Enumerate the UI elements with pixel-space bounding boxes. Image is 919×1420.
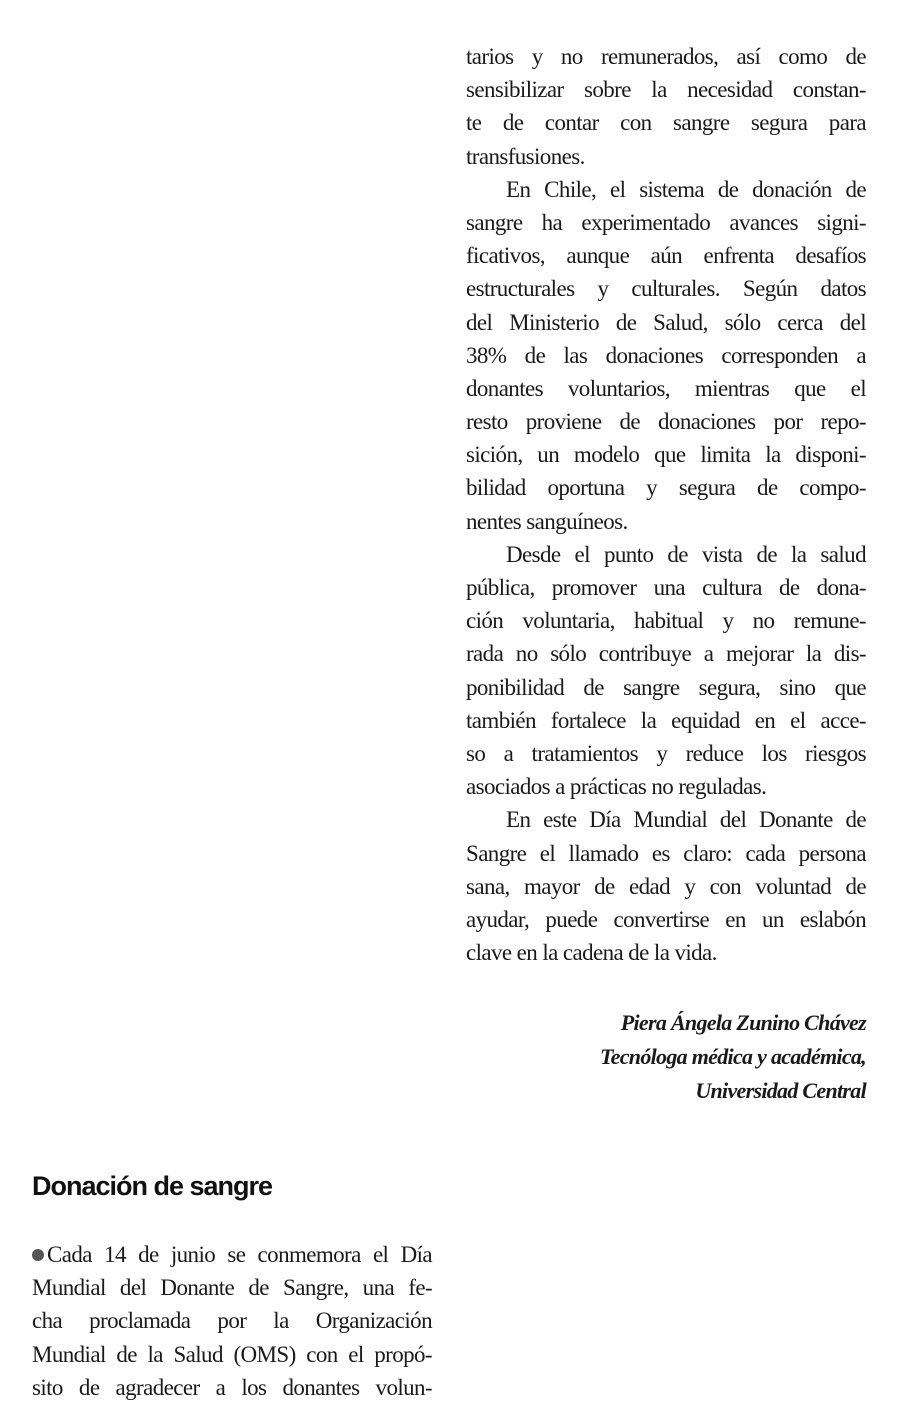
article-line: En este Día Mundial del Donante de	[506, 807, 866, 833]
article-line: ayudar, puede convertirse en un eslabón	[466, 906, 866, 932]
article-line: tarios y no remunerados, así como de	[466, 44, 866, 69]
article-line: transfusiones.	[466, 143, 585, 169]
sidebar-line: Mundial del Donante de Sangre, una fe-	[32, 1275, 432, 1301]
sidebar-line-text: Cada 14 de junio se conmemora el Día	[47, 1242, 432, 1267]
article-line: asociados a prácticas no reguladas.	[466, 774, 767, 800]
sidebar-line: cha proclamada por la Organización	[32, 1308, 432, 1334]
author-signature	[600, 1006, 866, 1108]
article-line: ficativos, aunque aún enfrenta desafíos	[466, 243, 866, 269]
sidebar-title: Donación de sangre	[32, 1171, 273, 1201]
article-line: clave en la cadena de la vida.	[466, 940, 717, 966]
article-line: En Chile, el sistema de donación de	[506, 176, 866, 202]
article-line: del Ministerio de Salud, sólo cerca del	[466, 309, 866, 335]
article-line: resto proviene de donaciones por repo-	[466, 409, 866, 435]
article-line: estructurales y culturales. Según datos	[466, 276, 866, 302]
article-line: pública, promover una cultura de dona-	[466, 575, 866, 600]
article-line: donantes voluntarios, mientras que el	[466, 375, 866, 401]
article-line: bilidad oportuna y segura de compo-	[466, 475, 866, 501]
article-line: sición, un modelo que limita la disponi-	[466, 442, 866, 468]
sidebar-line: sito de agradecer a los donantes volun-	[32, 1374, 432, 1400]
sidebar-box	[32, 1168, 432, 1404]
article-line: sensibilizar sobre la necesidad constan-	[466, 77, 866, 103]
author-role: Tecnóloga médica y académica,	[599, 1044, 866, 1069]
article-line: también fortalece la equidad en el acce-	[466, 707, 866, 733]
article-body	[466, 40, 866, 969]
sidebar-body	[32, 1238, 432, 1404]
article-line: nentes sanguíneos.	[466, 508, 628, 534]
article-line: Sangre el llamado es claro: cada persona	[466, 840, 866, 866]
article-line: so a tratamientos y reduce los riesgos	[466, 740, 866, 766]
author-institution: Universidad Central	[695, 1078, 866, 1103]
author-name: Piera Ángela Zunino Chávez	[620, 1010, 866, 1035]
article-line: sangre ha experimentado avances signi-	[466, 209, 866, 235]
article-line: rada no sólo contribuye a mejorar la dis-	[466, 641, 866, 667]
article-line: 38% de las donaciones corresponden a	[466, 342, 866, 368]
article-line: Desde el punto de vista de la salud	[506, 541, 866, 567]
sidebar-line: Mundial de la Salud (OMS) con el propó-	[32, 1341, 432, 1367]
article-line: ción voluntaria, habitual y no remune-	[466, 608, 866, 634]
article-line: sana, mayor de edad y con voluntad de	[466, 873, 866, 899]
sidebar-line	[32, 1238, 432, 1271]
bullet-icon	[32, 1249, 44, 1261]
article-line: te de contar con sangre segura para	[466, 110, 866, 136]
article-line: ponibilidad de sangre segura, sino que	[466, 674, 866, 700]
